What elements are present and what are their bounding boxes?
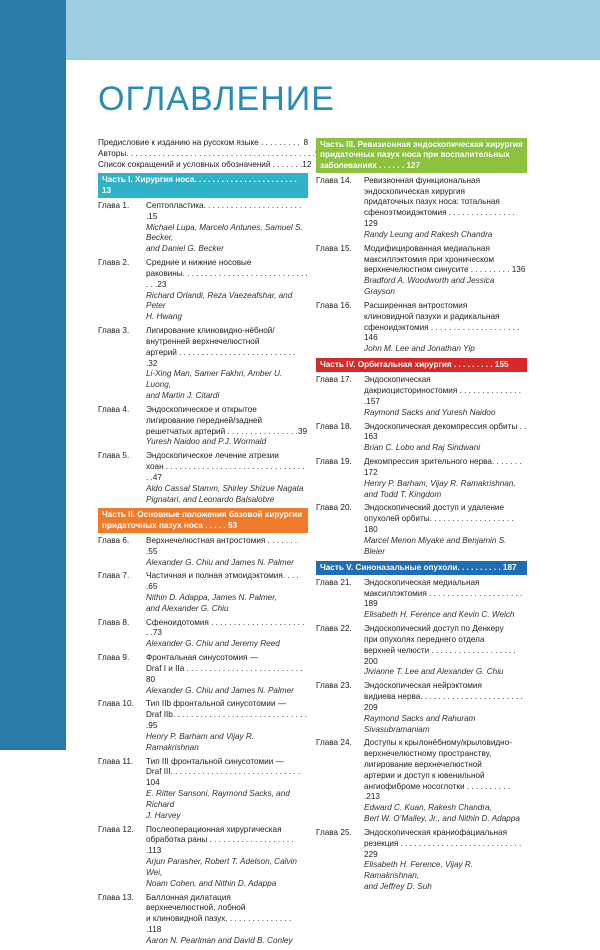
part-heading-4[interactable]: Часть IV. Орбитальная хирургия . . . . . . . . . 155 bbox=[316, 358, 527, 372]
toc-intro-abbreviations[interactable]: Список сокращений и условных обозначений . . . . . . . 12 bbox=[98, 159, 312, 169]
toc-chapter-5[interactable]: Глава 5. Эндоскопическое лечение атрезии хоан . . . . . . . . . . . . . . . . . . . . . . . . . . . . . . . . .47 Aldo Cassal Stamm, Shirley Shizue Nagata Pignatari, and Leonardo Balsalobre bbox=[98, 451, 305, 504]
toc-chapter-7[interactable]: Глава 7. Частичная и полная этмоидэктомия. . . . .65 Nithin D. Adappa, James N. Palmer, and Alexander G. Chiu bbox=[98, 571, 299, 613]
toc-chapter-13[interactable]: Глава 13. Баллонная дилатация верхнечелюстной, лобной и клиновидной пазух. . . . . . . . . . . . . . . .118 Aaron N. Pearlman and David B. Conley bbox=[98, 892, 293, 945]
toc-chapter-14[interactable]: Глава 14. Ревизионная функциональная эндоскопическая хирургия придаточных пазух носа: тотальная сфеноэтмоидэктомия . . . . . . . . . . . . . . . 129 Randy Leung and Rakesh Chandra bbox=[316, 175, 515, 239]
toc-chapter-6[interactable]: Глава 6. Верхнечелюстная антростомия . . . . . . . .55 Alexander G. Chiu and James N. Palmer bbox=[98, 535, 298, 567]
toc-chapter-19[interactable]: Глава 19. Декомпрессия зрительного нерва. . . . . . . 172 Henry P. Barham, Vijay R. Ramakrishnan, and Todd T. Kingdom bbox=[316, 457, 522, 499]
toc-chapter-8[interactable]: Глава 8. Сфеноидотомия . . . . . . . . . . . . . . . . . . . . . . .73 Alexander G. Chiu and Jeremy Reed bbox=[98, 617, 305, 649]
page-title: ОГЛАВЛЕНИЕ bbox=[98, 80, 335, 118]
toc-chapter-2[interactable]: Глава 2. Средние и нижние носовые раковины. . . . . . . . . . . . . . . . . . . . . . . . . . . . . . .23 Richard Orlandi, Reza Vaezeafshar, and Peter H. Hwang bbox=[98, 258, 308, 322]
toc-chapter-22[interactable]: Глава 22. Эндоскопический доступ по Денкеру при опухолях переднего отдела верхней челюсти . . . . . . . . . . . . . . . . . . . 200 Jivianne T. Lee and Alexander G. Chiu bbox=[316, 624, 516, 677]
toc-chapter-1[interactable]: Глава 1. Септопластика. . . . . . . . . . . . . . . . . . . . . . .15 Michael Lupa, Marcelo Antunes, Samuel S. Becker, and Daniel G. Becker bbox=[98, 200, 303, 254]
toc-chapter-4[interactable]: Глава 4. Эндоскопическое и открытое лигирование передней/задней решетчатых артерий . . . . . . . . . . . . . . . .39 Yuresh Naidoo and P.J. Wormald bbox=[98, 404, 308, 447]
part-heading-1[interactable]: Часть I. Хирургия носа. . . . . . . . . . . . . . . . . . . . . . . 13 bbox=[98, 173, 308, 198]
toc-chapter-12[interactable]: Глава 12. Послеоперационная хирургическая обработка раны . . . . . . . . . . . . . . . . . . . .113 Arjun Parasher, Robert T. Adelson, Calvin Wei, Noam Cohen, and Nithin D. Adappa bbox=[98, 824, 297, 888]
toc-intro-authors[interactable]: Авторы. . . . . . . . . . . . . . . . . . . . . . . . . . . . . . . . . . . . . . . . . . bbox=[98, 148, 316, 158]
toc-chapter-17[interactable]: Глава 17. Эндоскопическая дакриоцисториностомия . . . . . . . . . . . . . . .157 Raymond Sacks and Yuresh Naidoo bbox=[316, 375, 521, 417]
toc-chapter-23[interactable]: Глава 23. Эндоскопическая нейрэктомия видиева нерва. . . . . . . . . . . . . . . . . . . . . . . 209 Raymond Sacks and Rahuram Sivasubramaniam bbox=[316, 681, 523, 734]
toc-chapter-20[interactable]: Глава 20. Эндоскопический доступ и удаление опухолей орбиты. . . . . . . . . . . . . . . . . . . 180 Marcel Menon Miyake and Benjamin S. Bleier bbox=[316, 503, 514, 556]
toc-chapter-10[interactable]: Глава 10. Тип IIb фронтальной синусотомии — Draf IIb. . . . . . . . . . . . . . . . . . . . . . . . . . . . . . .95 Henry P. Barham and Vijay R. Ramakrishnan bbox=[98, 699, 308, 752]
toc-chapter-11[interactable]: Глава 11. Тип III фронтальной синусотомии — Draf III. . . . . . . . . . . . . . . . . . . . . . . . . . . . . 104 E. Ritter Sansoni, Raymond Sacks, and Richard J. Harvey bbox=[98, 756, 301, 820]
toc-chapter-3[interactable]: Глава 3. Лигирование клиновидно-нёбной/ внутренней верхнечелюстной артерий . . . . . . . . . . . . . . . . . . . . . . . . . . .32 Li-Xing Man, Samer Fakhri, Amber U. Luong, and Martin J. Citardi bbox=[98, 326, 296, 401]
part-heading-2[interactable]: Часть II. Основные положения базовой хирургии придаточных пазух носа . . . . . 53 bbox=[98, 508, 308, 533]
toc-chapter-16[interactable]: Глава 16. Расширенная антростомия клиновидной пазухи и радикальная сфеноидэктомия . . . . . . . . . . . . . . . . . . . . 146 John M. Lee and Jonathan Yip bbox=[316, 300, 520, 354]
side-decorative-band bbox=[0, 0, 66, 750]
toc-chapter-18[interactable]: Глава 18. Эндоскопическая декомпрессия орбиты . . 163 Brian C. Lobo and Raj Sindwani bbox=[316, 421, 527, 453]
top-decorative-band bbox=[0, 0, 600, 60]
toc-chapter-9[interactable]: Глава 9. Фронтальная синусотомия — Draf I и IIa . . . . . . . . . . . . . . . . . . . . . . . . . . 80 Alexander G. Chiu and James N. Palmer bbox=[98, 653, 303, 695]
toc-chapter-25[interactable]: Глава 25. Эндоскопическая краниофациальная резекция . . . . . . . . . . . . . . . . . . . . . . . . . . . 229 Elisabeth H. Ference, Vijay R. Ramakrishnan, and Jeffrey D. Suh bbox=[316, 827, 522, 892]
toc-intro-preface[interactable]: Предисловие к изданию на русском языке . . . . . . . . . 8 bbox=[98, 138, 308, 147]
toc-chapter-21[interactable]: Глава 21. Эндоскопическая медиальная максиллэктомия . . . . . . . . . . . . . . . . . . . . . 189 Elisabeth H. Ference and Kevin C. Welch bbox=[316, 577, 523, 620]
part-heading-3[interactable]: Часть III. Ревизионная эндоскопическая хирургия придаточных пазух носа при воспалительных заболеваниях . . . . . . 127 bbox=[316, 138, 527, 173]
toc-chapter-15[interactable]: Глава 15. Модифицированная медиальная максиллэктомия при хроническом верхнечелюстном синусите . . . . . . . . . 136 Bradford A. Woodworth and Jessica Grayson bbox=[316, 243, 526, 297]
toc-right-column bbox=[316, 138, 527, 896]
toc-chapter-24[interactable]: Глава 24. Доступы к крылонёбному/крыловидно- верхнечелюстному пространству, лигирование верхнечелюстной артерии и доступ к ювенильной ангиофиброме носоглотки . . . . . . . . . . .213 Edward C. Kuan, Rakesh Chandra, Bert W. O’Malley, Jr., and Nithin D. Adappa bbox=[316, 738, 520, 824]
part-heading-5[interactable]: Часть V. Синоназальные опухоли. . . . . . . . . . 187 bbox=[316, 561, 527, 575]
toc-left-column bbox=[98, 138, 316, 950]
